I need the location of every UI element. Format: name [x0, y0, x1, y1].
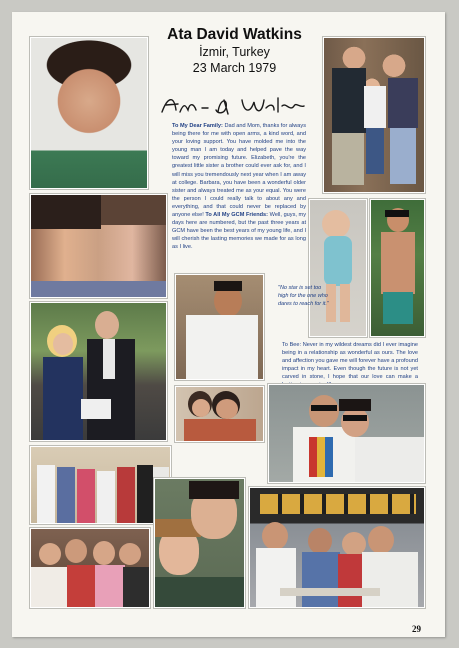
quote-text: "No star is set too high for the one who dares to reach for it.": [278, 285, 329, 307]
birth-date: 23 March 1979: [192, 61, 277, 75]
restaurant-friends-photo: [249, 487, 425, 608]
header: [152, 25, 317, 76]
friend-at-table-photo: [175, 274, 264, 380]
friends-message: Well, guys, my days here are numbered, but the past three years at GCM have been the best years of my young life, and I will cherish the lasting memories we made for as long as I live.: [172, 212, 306, 251]
family-heading: To My Dear Family:: [172, 123, 225, 129]
couple-closeup-photo: [154, 478, 245, 608]
friends-heading: To All My GCM Friends:: [205, 212, 270, 219]
signature-image: [158, 92, 308, 118]
senior-portrait-photo: [30, 37, 148, 189]
page-number: 29: [412, 624, 421, 634]
couple-photo: [175, 386, 264, 442]
family-photo: [323, 37, 425, 193]
group-photo: [30, 446, 171, 524]
letter-text: [172, 122, 306, 252]
hugging-friends-photo: [30, 528, 150, 608]
baby-photo: [309, 199, 367, 337]
graduation-photo: [30, 302, 167, 441]
to-bee-text: To Bee: Never in my wildest dreams did I ever imagine being in a relationship as wonderful as ours. The love and affection you gave me will forever have a profound impact in my heart. Even though the future is not yet carved in stone, I hope that our love can make a: [282, 342, 418, 381]
student-name: Ata David Watkins: [167, 26, 302, 43]
childhood-siblings-photo: [30, 194, 167, 298]
sunglasses-friends-photo: [268, 384, 425, 483]
birth-place: İzmir, Turkey: [199, 45, 270, 59]
beach-photo: [370, 199, 425, 337]
family-message: Dad and Mom, thanks for always being there for me with open arms, a kind word, and your loving support. You have molded me into the young man I am today and helped pave the way toward my promising future. Elizabeth, you're the greatest little sister a brother could ever ask for, and I will miss you tremendously next year when I am away at college. Barbara, you have been a wonderful older sister and always treated me as your equal. You were the person I could really talk to about any and everything, and that could never be replaced by anyone else!: [172, 123, 306, 219]
